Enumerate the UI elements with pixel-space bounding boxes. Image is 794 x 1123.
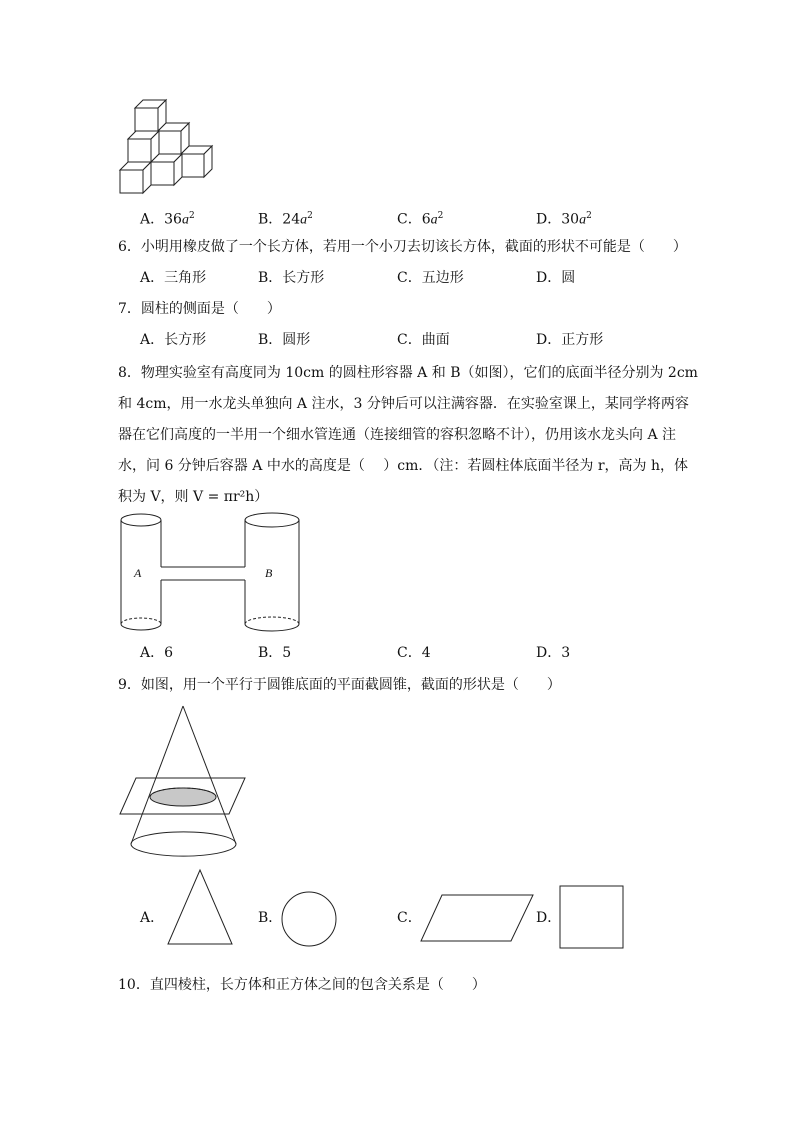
q7-option-a[interactable]: A．长方形 [140,332,207,348]
circle-shape [280,890,338,948]
q8-option-b[interactable]: B．5 [258,645,292,661]
q9-option-c-label: C． [397,910,422,926]
q6-option-c[interactable]: C．五边形 [397,270,464,286]
q9-option-d[interactable] [536,908,561,928]
q5-option-b[interactable]: B．$24a^2$ [258,211,313,228]
q8-question-line-5: 积为 V，则 V = πr²h） [118,489,269,505]
q5-option-d[interactable]: D．$30a^2$ [536,211,592,228]
q8-question-line-1: 8．物理实验室有高度同为 10cm 的圆柱形容器 A 和 B（如图），它们的底面半径分别为 2cm [118,365,698,381]
q8-option-c[interactable]: C．4 [397,645,431,661]
cylinder-a-label: A [134,566,142,580]
q7-option-d[interactable]: D．正方形 [536,332,604,348]
parallelogram-shape [420,893,535,943]
q9-option-b[interactable] [258,908,282,928]
cylinder-b-label: B [265,566,273,580]
q9-option-b-label: B． [258,910,283,926]
q8-option-d[interactable]: D．3 [536,645,571,661]
q6-option-b[interactable]: B．长方形 [258,270,325,286]
q5-option-a[interactable]: A．$36a^2$ [140,211,195,228]
q8-question-line-2: 和 4cm，用一水龙头单独向 A 注水，3 分钟后可以注满容器．在实验室课上，某同学将两容 [118,396,689,412]
q8-question-line-4: 水，问 6 分钟后容器 A 中水的高度是（ ）cm．（注：若圆柱体底面半径为 r，高为 h，体 [118,458,688,474]
q10-question-text: 10．直四棱柱，长方体和正方体之间的包含关系是（ ） [118,977,486,993]
q8-question-line-3: 器在它们高度的一半用一个细水管连通（连接细管的容积忽略不计），仍用该水龙头向 A 注 [118,427,677,443]
q8-option-a[interactable]: A．6 [140,645,174,661]
q9-option-d-label: D． [536,910,562,926]
q6-option-a[interactable]: A．三角形 [140,270,207,286]
triangle-shape [165,868,235,946]
cone-section-figure [118,704,248,862]
q7-question-text: 7．圆柱的侧面是（ ） [118,301,281,317]
q9-question-text: 9．如图，用一个平行于圆锥底面的平面截圆锥，截面的形状是（ ） [118,677,561,693]
q9-option-a-label: A． [140,910,165,926]
q7-option-b[interactable]: B．圆形 [258,332,311,348]
q5-option-c[interactable]: C．$6a^2$ [397,211,444,228]
q7-option-c[interactable]: C．曲面 [397,332,450,348]
q9-option-a[interactable] [140,908,164,928]
q9-option-c[interactable] [397,908,422,928]
connected-cylinders-figure [118,512,308,637]
q6-question-text: 6．小明用橡皮做了一个长方体，若用一个小刀去切该长方体，截面的形状不可能是（ ） [118,239,687,255]
cubes-figure [118,98,218,198]
q6-option-d[interactable]: D．圆 [536,270,576,286]
square-shape [559,885,625,949]
